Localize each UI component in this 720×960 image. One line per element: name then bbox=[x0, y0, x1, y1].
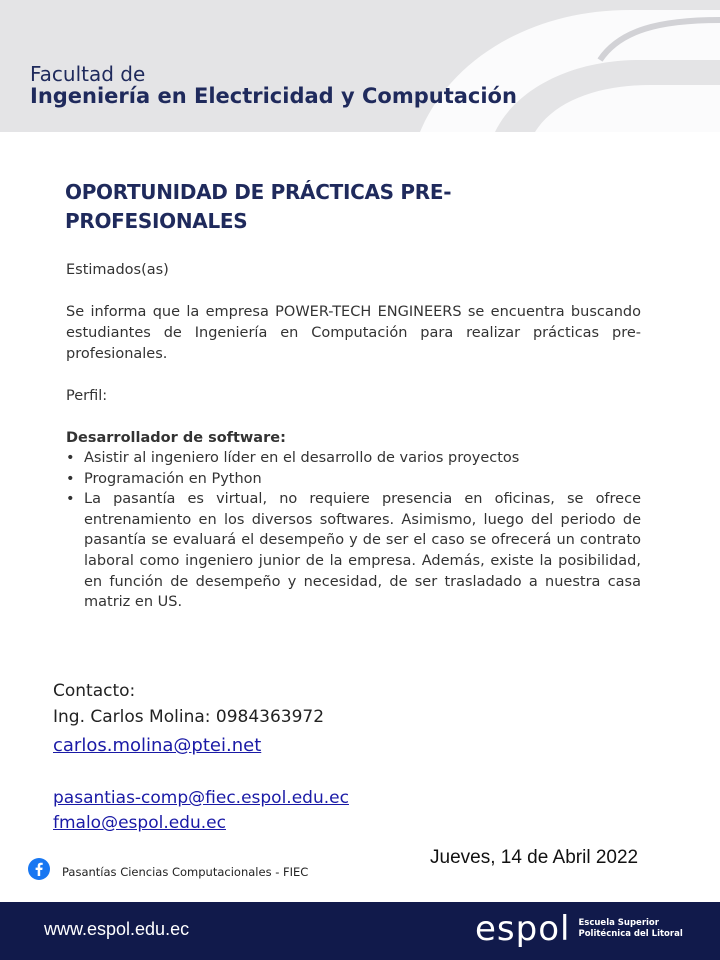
email-link-tertiary[interactable]: fmalo@espol.edu.ec bbox=[53, 813, 226, 833]
requirements-list bbox=[66, 448, 641, 613]
list-item-text: Programación en Python bbox=[84, 470, 262, 487]
espol-watermark-graphic bbox=[300, 0, 720, 132]
intro-paragraph: Se informa que la empresa POWER-TECH ENGINEERS se encuentra buscando estudiantes de Ingeniería en Computación para realizar prácticas pre-profesionales. bbox=[66, 304, 641, 362]
bullet-marker: • bbox=[66, 470, 75, 487]
facebook-icon bbox=[28, 858, 50, 880]
espol-subtitle-line1: Escuela Superior bbox=[578, 918, 659, 928]
publication-date: Jueves, 14 de Abril 2022 bbox=[430, 847, 639, 868]
bullet-marker: • bbox=[66, 450, 75, 466]
espol-subtitle-line2: Politécnica del Litoral bbox=[578, 929, 683, 939]
list-item-text: La pasantía es virtual, no requiere presencia en oficinas, se ofrece entrenamiento en los diversos softwares. Asimismo, luego del periodo de pasantía se evaluará el desempeño y de ser el caso se ofrecerá un contrato laboral como ingeniero junior de la empresa. Además, existe la posibilidad, en función de desempeño y necesidad, de ser trasladado a nuestra casa matriz en US. bbox=[84, 491, 641, 611]
contact-label: Contacto: bbox=[53, 681, 136, 701]
facebook-page-label: Pasantías Ciencias Computacionales - FIEC bbox=[62, 865, 309, 879]
profile-label: Perfil: bbox=[66, 388, 108, 404]
website-link[interactable]: www.espol.edu.ec bbox=[44, 919, 190, 939]
footer-bar bbox=[0, 902, 720, 960]
bullet-marker: • bbox=[66, 491, 75, 508]
list-item-text: Asistir al ingeniero líder en el desarrollo de varios proyectos bbox=[84, 450, 520, 466]
faculty-line1: Facultad de bbox=[30, 62, 146, 86]
email-link-secondary[interactable]: pasantias-comp@fiec.espol.edu.ec bbox=[53, 788, 349, 808]
facebook-page-link[interactable] bbox=[28, 858, 308, 880]
faculty-line2: Ingeniería en Electricidad y Computación bbox=[30, 84, 517, 108]
notice-title: OPORTUNIDAD DE PRÁCTICAS PRE-PROFESIONALES bbox=[65, 180, 452, 233]
contact-person: Ing. Carlos Molina: 0984363972 bbox=[53, 707, 325, 727]
list-item bbox=[66, 448, 641, 469]
header-banner bbox=[0, 0, 720, 132]
list-item bbox=[66, 489, 641, 613]
email-link-primary[interactable]: carlos.molina@ptei.net bbox=[53, 735, 262, 756]
espol-wordmark: espol bbox=[475, 909, 571, 949]
espol-subtitle bbox=[578, 918, 682, 940]
list-item bbox=[66, 469, 641, 490]
espol-logo bbox=[475, 909, 683, 949]
role-heading: Desarrollador de software: bbox=[66, 430, 286, 446]
greeting: Estimados(as) bbox=[66, 262, 169, 278]
